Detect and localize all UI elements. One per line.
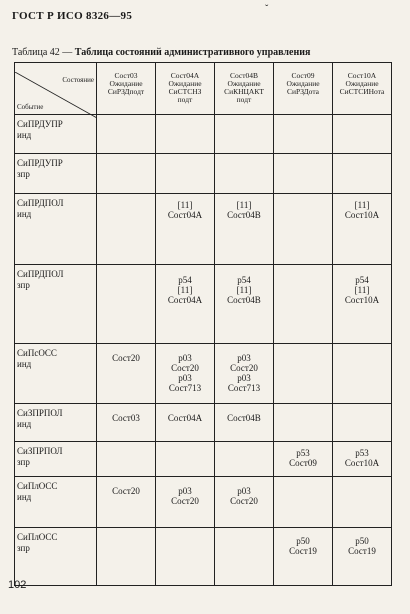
corner-event-label: Событие [17, 103, 44, 111]
column-header-line: Ожидание [286, 79, 320, 88]
cell-line: p50 [296, 536, 310, 546]
table-cell [274, 344, 333, 404]
state-table [14, 62, 392, 586]
cell-line: Сост04А [167, 210, 203, 220]
cell-line: Сост20 [171, 496, 199, 506]
column-header-line: Ожидание [109, 79, 143, 88]
table-row [15, 442, 392, 477]
cell-line: Сост20 [230, 363, 258, 373]
table-row [15, 528, 392, 586]
table-cell [215, 442, 274, 477]
column-header-line: Ожидание [227, 79, 261, 88]
table-cell [274, 477, 333, 528]
cell-line: [11] [354, 200, 370, 210]
cell-line: p03 [178, 353, 192, 363]
cell-line: p54 [178, 275, 192, 285]
table-cell [156, 442, 215, 477]
row-label-line: инд [17, 130, 32, 140]
table-cell [156, 265, 215, 344]
table-cell [215, 265, 274, 344]
table-cell [97, 265, 156, 344]
cell-line: p50 [355, 536, 369, 546]
cell-line: [11] [236, 285, 252, 295]
cell-line: p54 [355, 275, 369, 285]
row-label-line: зпр [17, 280, 30, 290]
table-cell [333, 115, 392, 154]
column-header-line: СиКНЦАКТ [224, 87, 264, 96]
tick-mark: ˇ [265, 4, 269, 15]
table-cell [274, 265, 333, 344]
row-label-line: СиПРДУПР [17, 119, 63, 129]
row-event-label [15, 442, 97, 477]
table-row [15, 404, 392, 442]
row-label-line: СиПсОСС [17, 348, 57, 358]
row-label-line: инд [17, 492, 32, 502]
table-caption [12, 47, 310, 58]
column-header [274, 63, 333, 115]
row-label-line: СиПРДПОЛ [17, 269, 64, 279]
table-cell [215, 194, 274, 265]
column-header-line: Сост03 [114, 71, 138, 80]
cell-line: Сост19 [348, 546, 376, 556]
caption-prefix: Таблица 42 — [12, 47, 73, 58]
row-label-line: инд [17, 419, 32, 429]
table-cell [333, 528, 392, 586]
table-cell [215, 477, 274, 528]
cell-line: Сост20 [112, 353, 140, 363]
table-cell [97, 194, 156, 265]
row-event-label [15, 265, 97, 344]
table-cell [274, 154, 333, 194]
column-header-line: СиРЗДподт [107, 87, 145, 96]
cell-line: Сост04В [227, 413, 261, 423]
cell-line: p03 [178, 486, 192, 496]
column-header-line: подт [177, 95, 193, 104]
cell-line: Сост10А [344, 458, 380, 468]
table-cell [215, 115, 274, 154]
cell-line: Сост20 [112, 486, 140, 496]
row-event-label [15, 344, 97, 404]
table-cell [333, 344, 392, 404]
column-header-line: Ожидание [345, 79, 379, 88]
row-event-label [15, 477, 97, 528]
table-cell [97, 154, 156, 194]
table-cell [333, 194, 392, 265]
cell-line: Сост04В [227, 295, 261, 305]
table-cell [97, 442, 156, 477]
table-cell [215, 404, 274, 442]
cell-line: Сост20 [230, 496, 258, 506]
page-number: 102 [8, 579, 27, 591]
cell-line: Сост713 [168, 383, 202, 393]
table-cell [215, 528, 274, 586]
table-cell [333, 265, 392, 344]
row-label-line: инд [17, 359, 32, 369]
row-label-line: зпр [17, 457, 30, 467]
cell-line: p53 [296, 448, 310, 458]
row-event-label [15, 194, 97, 265]
table-row [15, 265, 392, 344]
cell-line: [11] [354, 285, 370, 295]
cell-line: [11] [236, 200, 252, 210]
table-cell [156, 194, 215, 265]
cell-line: Сост19 [289, 546, 317, 556]
table-row [15, 194, 392, 265]
table-cell [97, 528, 156, 586]
cell-line: Сост04В [227, 210, 261, 220]
corner-state-label: Состояние [62, 76, 94, 84]
table-cell [97, 404, 156, 442]
row-label-line: СиЗПРПОЛ [17, 408, 63, 418]
table-row [15, 477, 392, 528]
table-cell [97, 115, 156, 154]
table-cell [156, 115, 215, 154]
row-label-line: зпр [17, 169, 30, 179]
cell-line: Сост04А [167, 413, 203, 423]
table-cell [333, 154, 392, 194]
table-cell [333, 404, 392, 442]
table-cell [156, 404, 215, 442]
document-header: ГОСТ Р ИСО 8326—95 [12, 10, 133, 22]
row-label-line: СиПлОСС [17, 532, 58, 542]
table-row [15, 115, 392, 154]
cell-line: p03 [178, 373, 192, 383]
table-row [15, 154, 392, 194]
table-cell [97, 477, 156, 528]
column-header-line: Сост10А [347, 71, 377, 80]
column-header [156, 63, 215, 115]
column-header-line: СиСТСНЗ [168, 87, 202, 96]
column-header [97, 63, 156, 115]
cell-line: p03 [237, 353, 251, 363]
row-label-line: СиПРДПОЛ [17, 198, 64, 208]
row-label-line: СиЗПРПОЛ [17, 446, 63, 456]
column-header-line: Сост04В [229, 71, 259, 80]
table-cell [274, 404, 333, 442]
table-cell [215, 154, 274, 194]
table-cell [97, 344, 156, 404]
column-header-line: Сост09 [291, 71, 315, 80]
column-header-line: подт [236, 95, 252, 104]
cell-line: Сост20 [171, 363, 199, 373]
column-header-line: СиРЗДота [286, 87, 320, 96]
cell-line: p53 [355, 448, 369, 458]
row-label-line: СиПРДУПР [17, 158, 63, 168]
table-cell [274, 194, 333, 265]
table-cell [156, 528, 215, 586]
table-cell [274, 115, 333, 154]
table-cell [333, 477, 392, 528]
table-cell [156, 154, 215, 194]
cell-line: Сост03 [112, 413, 140, 423]
table-cell [215, 344, 274, 404]
cell-line: p03 [237, 486, 251, 496]
table-cell [274, 442, 333, 477]
cell-line: Сост10А [344, 210, 380, 220]
cell-line: Сост713 [227, 383, 261, 393]
caption-title: Таблица состояний административного управления [74, 47, 311, 58]
row-label-line: СиПлОСС [17, 481, 58, 491]
column-header-line: Сост04А [170, 71, 200, 80]
table-cell [156, 344, 215, 404]
cell-line: Сост10А [344, 295, 380, 305]
row-label-line: зпр [17, 543, 30, 553]
cell-line: p03 [237, 373, 251, 383]
column-header-line: СиСТСИНота [339, 87, 385, 96]
row-event-label [15, 154, 97, 194]
column-header-line: Ожидание [168, 79, 202, 88]
row-label-line: инд [17, 209, 32, 219]
cell-line: [11] [177, 200, 193, 210]
row-event-label [15, 528, 97, 586]
cell-line: p54 [237, 275, 251, 285]
cell-line: Сост04А [167, 295, 203, 305]
table-cell [156, 477, 215, 528]
table-cell [333, 442, 392, 477]
column-header [333, 63, 392, 115]
table-row [15, 344, 392, 404]
cell-line: [11] [177, 285, 193, 295]
column-header [215, 63, 274, 115]
cell-line: Сост09 [289, 458, 317, 468]
header-corner [15, 63, 97, 115]
table-cell [274, 528, 333, 586]
row-event-label [15, 115, 97, 154]
row-event-label [15, 404, 97, 442]
